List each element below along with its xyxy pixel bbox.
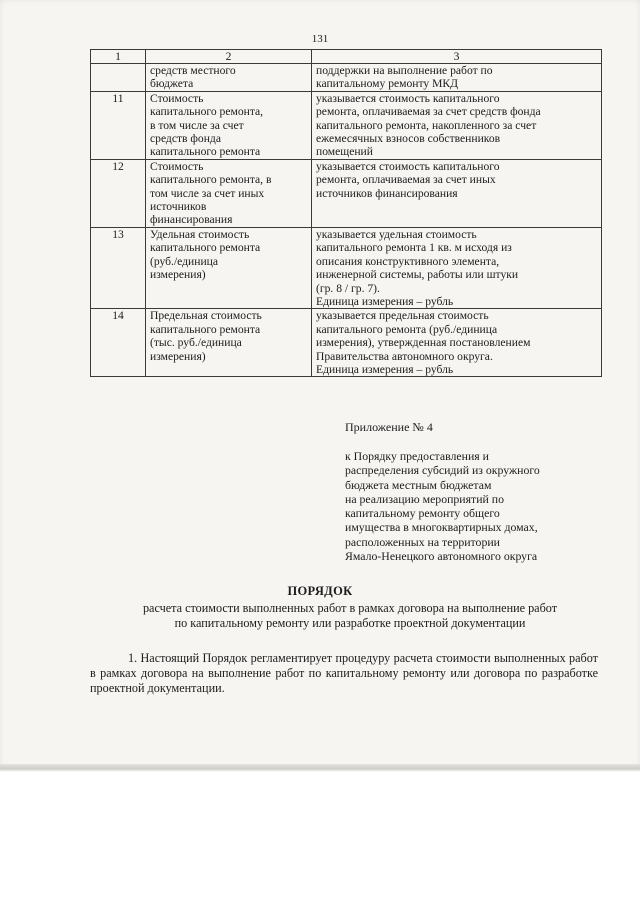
table-row (91, 91, 602, 159)
row-number (91, 64, 146, 92)
table-row (91, 159, 602, 227)
column-header: 3 (312, 50, 602, 64)
indicator-description: указывается стоимость капитального ремонта, оплачиваемая за счет иных источников финансирования (312, 159, 602, 227)
order-subtitle: расчета стоимости выполненных работ в рамках договора на выполнение работ по капитальному ремонту или разработке проектной документации (142, 601, 558, 630)
indicator-description: указывается стоимость капитального ремонта, оплачиваемая за счет средств фонда капитального ремонта, накопленного за счет ежемесячных взносов собственников помещений (312, 91, 602, 159)
row-number: 13 (91, 227, 146, 308)
appendix-title: Приложение № 4 (345, 420, 433, 434)
page-number: 131 (311, 33, 329, 45)
row-number: 14 (91, 309, 146, 377)
table-row (91, 64, 602, 92)
row-number: 11 (91, 91, 146, 159)
table-row (91, 227, 602, 308)
indicator-name: Стоимость капитального ремонта, в том числе за счет средств фонда капитального ремонта (146, 91, 312, 159)
order-title: ПОРЯДОК (287, 584, 353, 598)
table-header-row (91, 50, 602, 64)
table-row (91, 309, 602, 377)
row-number: 12 (91, 159, 146, 227)
indicator-name: Стоимость капитального ремонта, в том числе за счет иных источников финансирования (146, 159, 312, 227)
data-table (90, 49, 602, 377)
column-header: 2 (146, 50, 312, 64)
indicator-description: указывается предельная стоимость капитального ремонта (руб./единица измерения), утвержденная постановлением Правительства автономного округа. Единица измерения – рубль (312, 309, 602, 377)
indicator-name: Предельная стоимость капитального ремонта (тыс. руб./единица измерения) (146, 309, 312, 377)
column-header: 1 (91, 50, 146, 64)
indicator-name: Удельная стоимость капитального ремонта (руб./единица измерения) (146, 227, 312, 308)
scan-edge (0, 764, 640, 772)
indicator-description: поддержки на выполнение работ по капитальному ремонту МКД (312, 64, 602, 92)
indicator-description: указывается удельная стоимость капитального ремонта 1 кв. м исходя из описания конструктивного элемента, инженерной системы, работы или штуки (гр. 8 / гр. 7). Единица измерения – рубль (312, 227, 602, 308)
indicator-name: средств местного бюджета (146, 64, 312, 92)
paragraph-1: 1. Настоящий Порядок регламентирует процедуру расчета стоимости выполненных работ в рамках договора на выполнение работ по капитальному ремонту или договора по разработке проектной документации. (90, 651, 598, 695)
appendix-text: к Порядку предоставления и распределения субсидий из окружного бюджета местным бюджетам на реализацию мероприятий по капитальному ремонту общего имущества в многоквартирных домах, расположенных на территории Ямало-Ненецкого автономного округа (345, 449, 540, 564)
